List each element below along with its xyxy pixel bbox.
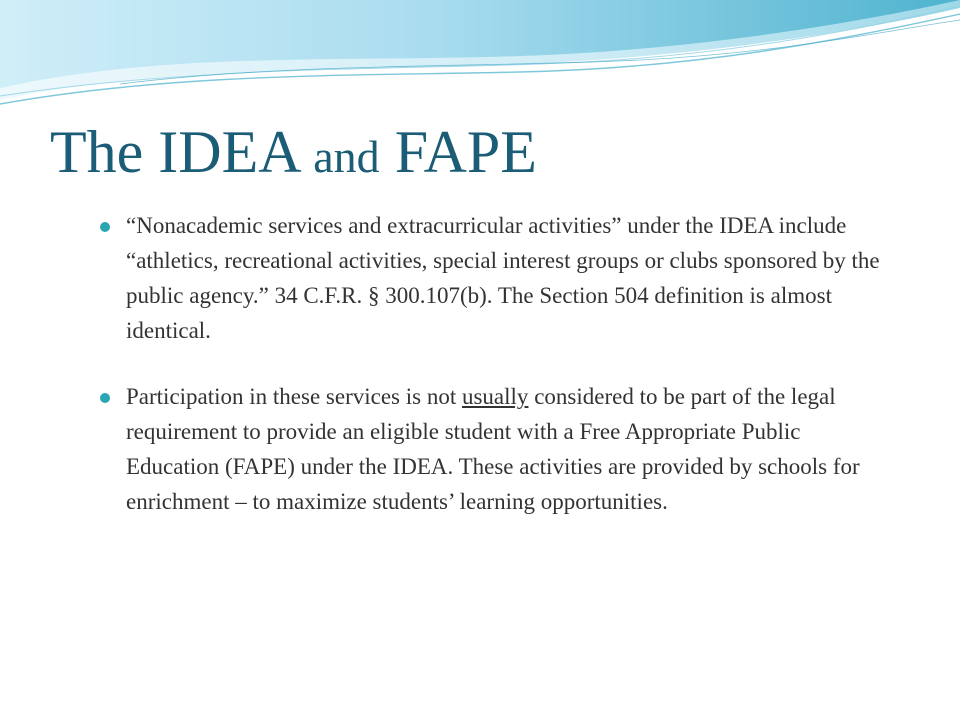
bullet-item-nonacademic-services bbox=[100, 208, 880, 348]
bullet-dot-icon bbox=[100, 222, 110, 232]
bullet-text-before: Participation in these services is not bbox=[126, 384, 462, 409]
title-part-2: and bbox=[313, 131, 380, 182]
bullet-dot-icon bbox=[100, 393, 110, 403]
bullet-text: “Nonacademic services and extracurricular activities” under the IDEA include “athletics, recreational activities, special interest groups or clubs sponsored by the public agency.” 34 C.F.R. § 300.107(b). The Section 504 definition is almost identical. bbox=[126, 213, 880, 343]
bullet-text-after: considered to be part of the legal requirement to provide an eligible student with a Free Appropriate Public Education (FAPE) under the IDEA. These activities are provided by schools for enrichment – to maximize students’ learning opportunities. bbox=[126, 384, 860, 514]
bullet-item-participation bbox=[100, 379, 880, 519]
bullet-list bbox=[100, 208, 880, 519]
header-wave-decoration bbox=[0, 0, 960, 130]
bullet-emphasis-usually: usually bbox=[461, 384, 529, 409]
title-part-1: The IDEA bbox=[50, 119, 314, 185]
title-part-3: FAPE bbox=[379, 119, 537, 185]
slide-title bbox=[50, 112, 537, 197]
